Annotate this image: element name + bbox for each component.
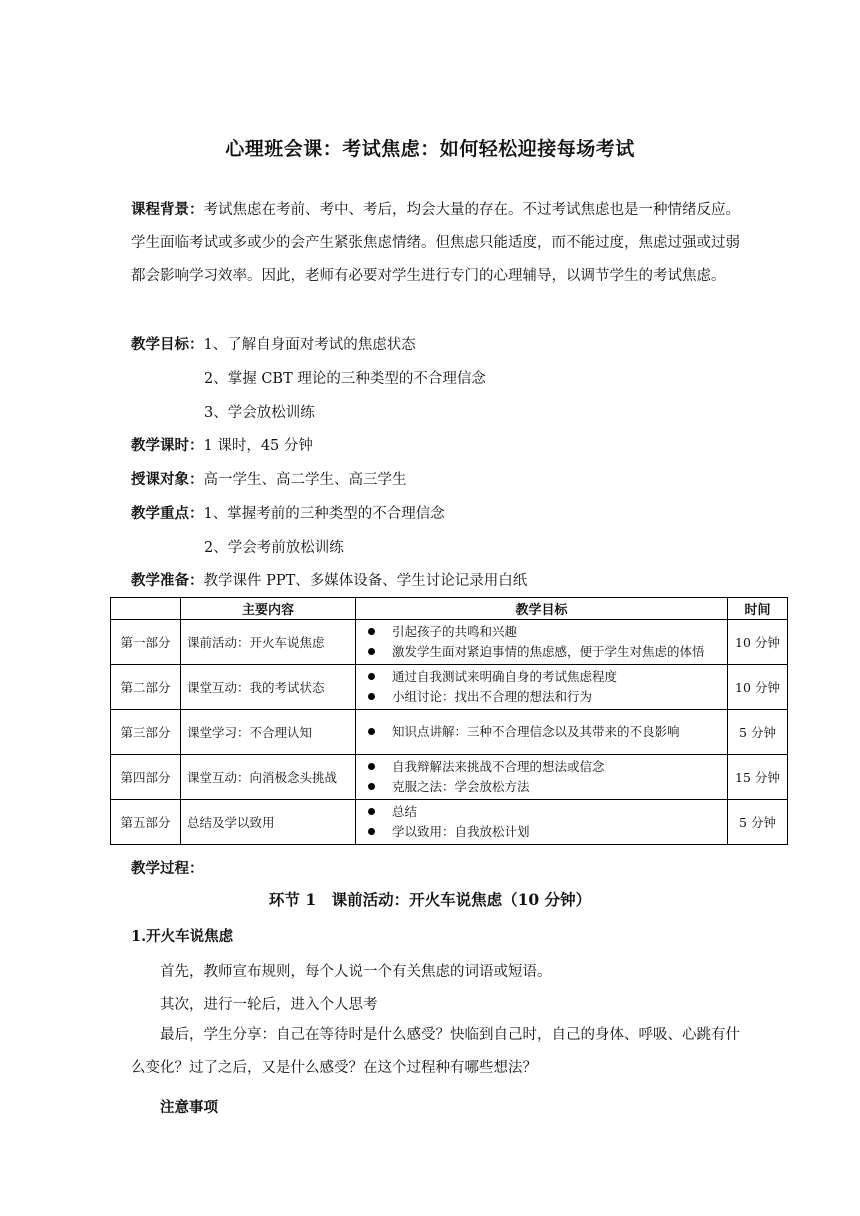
bullet-icon (368, 693, 375, 700)
focus-item-1: 1、掌握考前的三种类型的不合理信念 (203, 506, 445, 522)
background-paragraph (131, 193, 741, 293)
goal-item: 引起孩子的共鸣和兴趣 (362, 622, 721, 642)
bullet-icon (368, 808, 375, 815)
row-time: 5 分钟 (728, 800, 788, 845)
hours-line (131, 434, 313, 455)
row-content: 课堂学习：不合理认知 (181, 710, 356, 755)
table-row (111, 665, 788, 710)
audience-label: 授课对象： (131, 471, 204, 488)
objective-item-2: 2、掌握 CBT 理论的三种类型的不合理信念 (204, 371, 486, 387)
prep-text: 教学课件 PPT、多媒体设备、学生讨论记录用白纸 (203, 573, 528, 589)
bullet-icon (368, 728, 375, 735)
table-row (111, 800, 788, 845)
notes-heading: 注意事项 (160, 1099, 218, 1116)
row-content: 总结及学以致用 (181, 800, 356, 845)
background-label: 课程背景： (131, 201, 204, 218)
audience-line (131, 468, 407, 489)
row-time: 15 分钟 (728, 755, 788, 800)
header-part (111, 598, 181, 620)
row-time: 10 分钟 (728, 665, 788, 710)
row-content: 课堂互动：向消极念头挑战 (181, 755, 356, 800)
background-text: 考试焦虑在考前、考中、考后，均会大量的存在。不过考试焦虑也是一种情绪反应。学生面临考试或多或少的会产生紧张焦虑情绪。但焦虑只能适度，而不能过度，焦虑过强或过弱都会影响学习效率。因此，老师有必要对学生进行专门的心理辅导，以调节学生的考试焦虑。 (131, 202, 740, 284)
table-header-row (111, 598, 788, 620)
prep-line (131, 569, 527, 590)
row-part: 第四部分 (111, 755, 181, 800)
row-content: 课堂互动：我的考试状态 (181, 665, 356, 710)
objective-item-3: 3、学会放松训练 (204, 405, 315, 421)
header-content: 主要内容 (181, 598, 356, 620)
page-title: 心理班会课：考试焦虑：如何轻松迎接每场考试 (225, 138, 635, 160)
step-1-paragraph-3: 最后，学生分享：自己在等待时是什么感受？快临到自己时，自己的身体、呼吸、心跳有什么变化？过了之后，又是什么感受？在这个过程种有哪些想法？ (131, 1027, 740, 1076)
section-1-title: 环节 1 课前活动：开火车说焦虑（10 分钟） (268, 890, 592, 909)
bullet-icon (368, 673, 375, 680)
goal-item: 知识点讲解：三种不合理信念以及其带来的不良影响 (362, 722, 721, 742)
header-time: 时间 (728, 598, 788, 620)
row-time: 5 分钟 (728, 710, 788, 755)
bullet-icon (368, 648, 375, 655)
row-time: 10 分钟 (728, 620, 788, 665)
lesson-plan-table (110, 597, 788, 845)
step-1-paragraph-1: 首先，教师宣布规则，每个人说一个有关焦虑的词语或短语。 (160, 964, 552, 980)
row-part: 第三部分 (111, 710, 181, 755)
goal-item: 自我辩解法来挑战不合理的想法或信念 (362, 757, 721, 777)
focus-line (131, 502, 445, 523)
step-1-paragraph-2: 其次，进行一轮后，进入个人思考 (160, 997, 378, 1013)
objectives-line (131, 333, 416, 354)
row-goals (356, 665, 728, 710)
goal-item: 学以致用：自我放松计划 (362, 822, 721, 842)
goal-item: 克服之法：学会放松方法 (362, 777, 721, 797)
row-goals (356, 755, 728, 800)
row-part: 第一部分 (111, 620, 181, 665)
audience-text: 高一学生、高二学生、高三学生 (203, 472, 407, 488)
bullet-icon (368, 783, 375, 790)
table-row (111, 710, 788, 755)
row-part: 第二部分 (111, 665, 181, 710)
row-content: 课前活动：开火车说焦虑 (181, 620, 356, 665)
goal-item: 小组讨论：找出不合理的想法和行为 (362, 687, 721, 707)
table-row (111, 755, 788, 800)
goal-item: 总结 (362, 802, 721, 822)
row-goals (356, 620, 728, 665)
table-row (111, 620, 788, 665)
hours-label: 教学课时： (131, 437, 204, 454)
row-goals (356, 710, 728, 755)
step-1-heading: 1.开火车说焦虑 (131, 928, 234, 945)
row-goals (356, 800, 728, 845)
prep-label: 教学准备： (131, 572, 204, 589)
bullet-icon (368, 628, 375, 635)
focus-label: 教学重点： (131, 505, 204, 522)
header-goals: 教学目标 (356, 598, 728, 620)
focus-item-2: 2、学会考前放松训练 (204, 540, 344, 556)
hours-text: 1 课时，45 分钟 (203, 438, 313, 454)
goal-item: 通过自我测试来明确自身的考试焦虑程度 (362, 667, 721, 687)
process-label: 教学过程： (131, 860, 204, 877)
goal-item: 激发学生面对紧迫事情的焦虑感，便于学生对焦虑的体悟 (362, 642, 721, 662)
objective-item-1: 1、了解自身面对考试的焦虑状态 (203, 337, 416, 353)
objectives-label: 教学目标： (131, 336, 204, 353)
bullet-icon (368, 763, 375, 770)
row-part: 第五部分 (111, 800, 181, 845)
bullet-icon (368, 828, 375, 835)
